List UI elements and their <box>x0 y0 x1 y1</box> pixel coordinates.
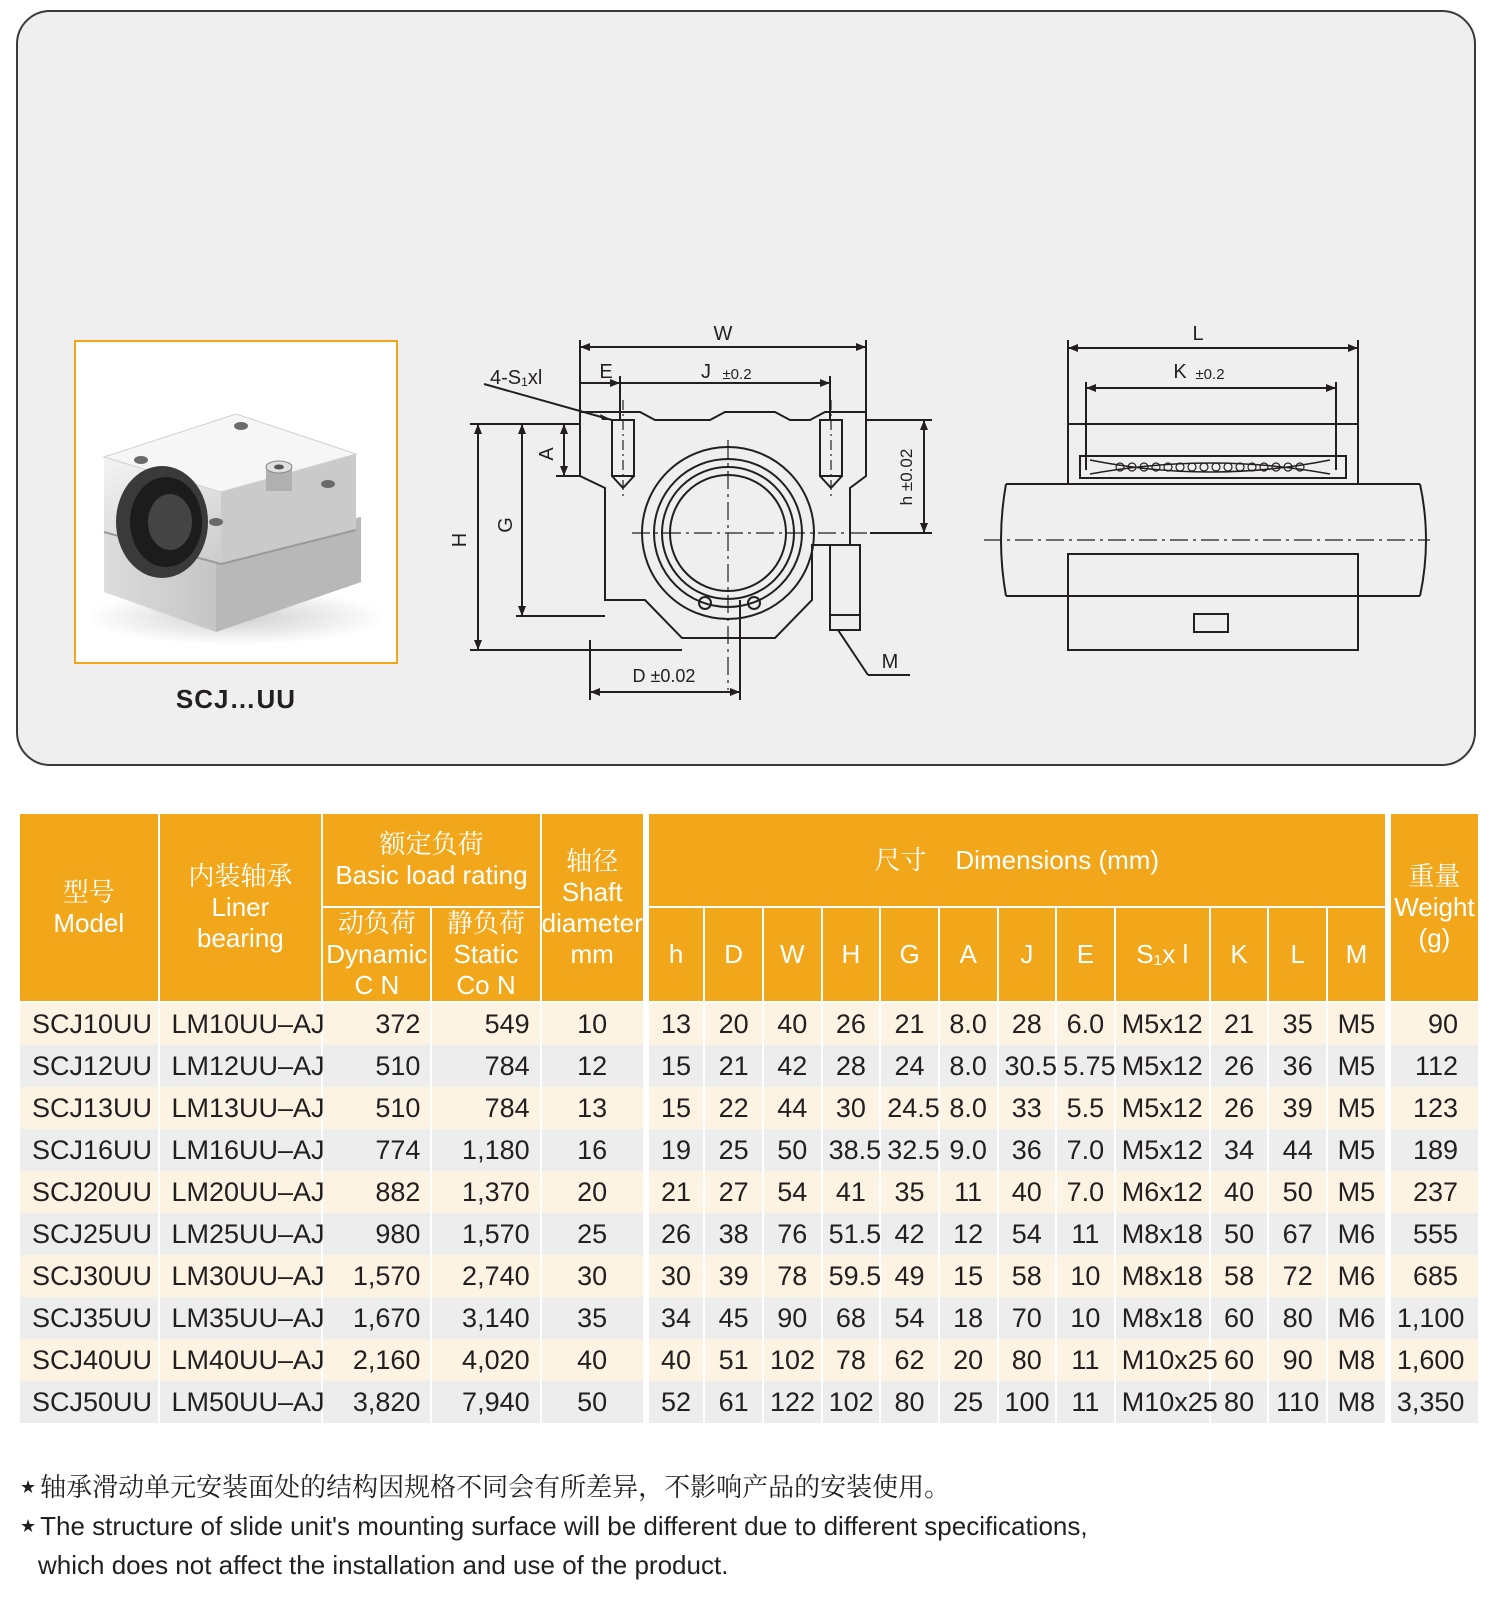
header-dim-W: W <box>763 907 822 1002</box>
cell-dim-A: 20 <box>939 1339 998 1381</box>
cell-dim-W: 90 <box>763 1297 822 1339</box>
cell-static-load: 1,370 <box>431 1171 540 1213</box>
cell-dim-S1xl: M8x18 <box>1115 1297 1210 1339</box>
cell-dim-K: 58 <box>1210 1255 1269 1297</box>
label-E: E <box>599 361 613 383</box>
cell-dim-S1xl: M8x18 <box>1115 1255 1210 1297</box>
cell-dim-W: 40 <box>763 1002 822 1045</box>
cell-dim-E: 6.0 <box>1056 1002 1115 1045</box>
cell-model: SCJ35UU <box>19 1297 159 1339</box>
cell-dim-D: 61 <box>704 1381 763 1423</box>
cell-weight: 1,100 <box>1388 1297 1479 1339</box>
header-static: 静负荷 Static Co N <box>431 907 540 1002</box>
cell-dynamic-load: 510 <box>322 1087 431 1129</box>
table-row <box>19 1087 1479 1129</box>
cell-dim-D: 25 <box>704 1129 763 1171</box>
cell-dim-A: 8.0 <box>939 1045 998 1087</box>
cell-dim-A: 15 <box>939 1255 998 1297</box>
cell-dim-K: 60 <box>1210 1339 1269 1381</box>
cell-weight: 1,600 <box>1388 1339 1479 1381</box>
table-row <box>19 1381 1479 1423</box>
label-K-tol: ±0.2 <box>1195 366 1225 383</box>
header-weight: 重量 Weight (g) <box>1388 813 1479 1002</box>
cell-dim-h: 26 <box>646 1213 705 1255</box>
header-dim-K: K <box>1210 907 1269 1002</box>
cell-dim-G: 49 <box>880 1255 939 1297</box>
cell-liner-bearing: LM25UU–AJ <box>159 1213 323 1255</box>
cell-dim-J: 40 <box>998 1171 1057 1213</box>
cell-dim-S1xl: M10x25 <box>1115 1339 1210 1381</box>
cell-dim-E: 10 <box>1056 1255 1115 1297</box>
cell-liner-bearing: LM12UU–AJ <box>159 1045 323 1087</box>
technical-drawing <box>0 0 1498 780</box>
cell-dim-J: 58 <box>998 1255 1057 1297</box>
cell-dim-J: 36 <box>998 1129 1057 1171</box>
label-G: G <box>495 517 517 533</box>
cell-dim-J: 100 <box>998 1381 1057 1423</box>
cell-static-load: 1,180 <box>431 1129 540 1171</box>
cell-model: SCJ13UU <box>19 1087 159 1129</box>
cell-dynamic-load: 2,160 <box>322 1339 431 1381</box>
cell-dim-H: 102 <box>822 1381 881 1423</box>
cell-liner-bearing: LM35UU–AJ <box>159 1297 323 1339</box>
cell-dim-h: 13 <box>646 1002 705 1045</box>
table-row <box>19 1297 1479 1339</box>
cell-dim-S1xl: M8x18 <box>1115 1213 1210 1255</box>
cell-dim-K: 60 <box>1210 1297 1269 1339</box>
cell-dynamic-load: 882 <box>322 1171 431 1213</box>
cell-dim-E: 10 <box>1056 1297 1115 1339</box>
cell-dim-H: 28 <box>822 1045 881 1087</box>
cell-liner-bearing: LM10UU–AJ <box>159 1002 323 1045</box>
cell-dim-A: 8.0 <box>939 1087 998 1129</box>
cell-dim-G: 21 <box>880 1002 939 1045</box>
header-dim-S1xl: S₁x l <box>1115 907 1210 1002</box>
star-icon: ★ <box>20 1516 37 1536</box>
header-dim-h: h <box>646 907 705 1002</box>
table-row <box>19 1045 1479 1087</box>
cell-model: SCJ50UU <box>19 1381 159 1423</box>
cell-dim-h: 40 <box>646 1339 705 1381</box>
cell-dim-H: 68 <box>822 1297 881 1339</box>
note-cn: ★ 轴承滑动单元安装面处的结构因规格不同会有所差异，不影响产品的安装使用。 <box>20 1472 951 1502</box>
cell-dim-H: 51.5 <box>822 1213 881 1255</box>
header-liner-bearing: 内装轴承 Liner bearing <box>159 813 323 1002</box>
cell-static-load: 2,740 <box>431 1255 540 1297</box>
cell-dim-M: M5 <box>1327 1129 1388 1171</box>
cell-dim-G: 80 <box>880 1381 939 1423</box>
cell-weight: 685 <box>1388 1255 1479 1297</box>
cell-shaft-diameter: 40 <box>541 1339 646 1381</box>
cell-dim-E: 11 <box>1056 1339 1115 1381</box>
cell-dim-E: 5.75 <box>1056 1045 1115 1087</box>
cell-model: SCJ10UU <box>19 1002 159 1045</box>
cell-dim-E: 7.0 <box>1056 1129 1115 1171</box>
cell-dim-E: 11 <box>1056 1213 1115 1255</box>
header-dimensions: 尺寸 Dimensions (mm) <box>646 813 1388 907</box>
cell-weight: 123 <box>1388 1087 1479 1129</box>
table-row <box>19 1339 1479 1381</box>
cell-dim-J: 33 <box>998 1087 1057 1129</box>
cell-dynamic-load: 510 <box>322 1045 431 1087</box>
cell-static-load: 784 <box>431 1045 540 1087</box>
header-dim-A: A <box>939 907 998 1002</box>
cell-dim-h: 34 <box>646 1297 705 1339</box>
cell-dim-A: 11 <box>939 1171 998 1213</box>
cell-dim-G: 24 <box>880 1045 939 1087</box>
cell-static-load: 1,570 <box>431 1213 540 1255</box>
cell-dim-D: 21 <box>704 1045 763 1087</box>
table-row <box>19 1213 1479 1255</box>
table-row <box>19 1255 1479 1297</box>
cell-dim-L: 67 <box>1268 1213 1327 1255</box>
cell-dim-M: M6 <box>1327 1255 1388 1297</box>
cell-liner-bearing: LM20UU–AJ <box>159 1171 323 1213</box>
cell-dim-H: 41 <box>822 1171 881 1213</box>
cell-dim-G: 35 <box>880 1171 939 1213</box>
cell-dim-A: 12 <box>939 1213 998 1255</box>
cell-dim-D: 39 <box>704 1255 763 1297</box>
cell-dim-L: 72 <box>1268 1255 1327 1297</box>
note-en-continued: which does not affect the installation and use of the product. <box>38 1550 729 1580</box>
cell-dim-W: 50 <box>763 1129 822 1171</box>
cell-dim-M: M6 <box>1327 1297 1388 1339</box>
note-en: ★ The structure of slide unit's mounting surface will be different due to different specifications, <box>20 1511 1088 1541</box>
product-caption: SCJ…UU <box>175 684 297 714</box>
header-model: 型号 Model <box>19 813 159 1002</box>
cell-dim-L: 80 <box>1268 1297 1327 1339</box>
cell-dim-K: 21 <box>1210 1002 1269 1045</box>
cell-dim-W: 76 <box>763 1213 822 1255</box>
cell-dim-H: 30 <box>822 1087 881 1129</box>
cell-dim-D: 51 <box>704 1339 763 1381</box>
header-dim-M: M <box>1327 907 1388 1002</box>
cell-dim-J: 54 <box>998 1213 1057 1255</box>
cell-dim-h: 15 <box>646 1045 705 1087</box>
cell-dim-H: 78 <box>822 1339 881 1381</box>
table-row <box>19 1171 1479 1213</box>
cell-dim-S1xl: M5x12 <box>1115 1087 1210 1129</box>
label-W: W <box>713 323 733 345</box>
cell-dim-J: 30.5 <box>998 1045 1057 1087</box>
cell-dim-E: 7.0 <box>1056 1171 1115 1213</box>
label-H: H <box>449 532 471 548</box>
label-M: M <box>881 651 899 673</box>
cell-dim-G: 54 <box>880 1297 939 1339</box>
cell-liner-bearing: LM40UU–AJ <box>159 1339 323 1381</box>
cell-model: SCJ12UU <box>19 1045 159 1087</box>
cell-dim-S1xl: M6x12 <box>1115 1171 1210 1213</box>
cell-dynamic-load: 1,570 <box>322 1255 431 1297</box>
cell-dim-G: 42 <box>880 1213 939 1255</box>
label-L: L <box>1192 323 1204 345</box>
cell-dim-M: M8 <box>1327 1339 1388 1381</box>
cell-dim-W: 54 <box>763 1171 822 1213</box>
label-hole: 4-S₁xl <box>490 367 543 389</box>
cell-dim-S1xl: M5x12 <box>1115 1129 1210 1171</box>
cell-dim-M: M8 <box>1327 1381 1388 1423</box>
header-dim-G: G <box>880 907 939 1002</box>
cell-liner-bearing: LM30UU–AJ <box>159 1255 323 1297</box>
table-row <box>19 1129 1479 1171</box>
cell-dim-K: 26 <box>1210 1087 1269 1129</box>
cell-dim-J: 28 <box>998 1002 1057 1045</box>
cell-dim-L: 110 <box>1268 1381 1327 1423</box>
cell-dim-L: 35 <box>1268 1002 1327 1045</box>
cell-dynamic-load: 3,820 <box>322 1381 431 1423</box>
cell-model: SCJ16UU <box>19 1129 159 1171</box>
star-icon: ★ <box>20 1477 37 1497</box>
cell-static-load: 784 <box>431 1087 540 1129</box>
cell-dim-E: 5.5 <box>1056 1087 1115 1129</box>
header-dynamic: 动负荷 Dynamic C N <box>322 907 431 1002</box>
cell-dim-K: 40 <box>1210 1171 1269 1213</box>
cell-dim-D: 27 <box>704 1171 763 1213</box>
cell-dim-K: 34 <box>1210 1129 1269 1171</box>
cell-static-load: 3,140 <box>431 1297 540 1339</box>
cell-weight: 237 <box>1388 1171 1479 1213</box>
cell-dim-M: M5 <box>1327 1045 1388 1087</box>
cell-dim-D: 20 <box>704 1002 763 1045</box>
cell-dim-E: 11 <box>1056 1381 1115 1423</box>
cell-dim-W: 44 <box>763 1087 822 1129</box>
cell-shaft-diameter: 16 <box>541 1129 646 1171</box>
cell-liner-bearing: LM13UU–AJ <box>159 1087 323 1129</box>
cell-dim-W: 42 <box>763 1045 822 1087</box>
cell-dim-h: 30 <box>646 1255 705 1297</box>
cell-model: SCJ30UU <box>19 1255 159 1297</box>
cell-dim-D: 45 <box>704 1297 763 1339</box>
cell-shaft-diameter: 30 <box>541 1255 646 1297</box>
cell-dim-M: M5 <box>1327 1171 1388 1213</box>
cell-shaft-diameter: 35 <box>541 1297 646 1339</box>
cell-dim-W: 122 <box>763 1381 822 1423</box>
cell-dim-S1xl: M10x25 <box>1115 1381 1210 1423</box>
cell-static-load: 549 <box>431 1002 540 1045</box>
cell-model: SCJ40UU <box>19 1339 159 1381</box>
cell-weight: 555 <box>1388 1213 1479 1255</box>
cell-dim-G: 32.5 <box>880 1129 939 1171</box>
cell-dim-K: 50 <box>1210 1213 1269 1255</box>
notes <box>20 1468 1460 1585</box>
cell-shaft-diameter: 13 <box>541 1087 646 1129</box>
cell-dim-G: 62 <box>880 1339 939 1381</box>
header-dim-D: D <box>704 907 763 1002</box>
header-row-1 <box>19 813 1479 907</box>
cell-dim-W: 102 <box>763 1339 822 1381</box>
cell-dim-D: 38 <box>704 1213 763 1255</box>
cell-dim-H: 38.5 <box>822 1129 881 1171</box>
header-load-rating: 额定负荷 Basic load rating <box>322 813 540 907</box>
header-dim-J: J <box>998 907 1057 1002</box>
cell-dim-L: 39 <box>1268 1087 1327 1129</box>
cell-dim-K: 26 <box>1210 1045 1269 1087</box>
cell-weight: 3,350 <box>1388 1381 1479 1423</box>
cell-liner-bearing: LM16UU–AJ <box>159 1129 323 1171</box>
table-row <box>19 1002 1479 1045</box>
label-K: K <box>1173 361 1187 383</box>
label-J-tol: ±0.2 <box>722 366 752 383</box>
cell-dim-h: 19 <box>646 1129 705 1171</box>
cell-dim-J: 70 <box>998 1297 1057 1339</box>
label-J: J <box>701 361 711 383</box>
cell-dim-L: 44 <box>1268 1129 1327 1171</box>
cell-dim-M: M6 <box>1327 1213 1388 1255</box>
cell-dim-L: 50 <box>1268 1171 1327 1213</box>
cell-dim-W: 78 <box>763 1255 822 1297</box>
spec-table-body <box>19 1002 1479 1423</box>
cell-weight: 189 <box>1388 1129 1479 1171</box>
cell-dim-h: 52 <box>646 1381 705 1423</box>
cell-dim-M: M5 <box>1327 1002 1388 1045</box>
cell-shaft-diameter: 25 <box>541 1213 646 1255</box>
cell-dim-A: 25 <box>939 1381 998 1423</box>
spec-table <box>18 812 1480 1423</box>
cell-dim-H: 26 <box>822 1002 881 1045</box>
cell-shaft-diameter: 12 <box>541 1045 646 1087</box>
cell-shaft-diameter: 20 <box>541 1171 646 1213</box>
cell-shaft-diameter: 50 <box>541 1381 646 1423</box>
cell-dim-H: 59.5 <box>822 1255 881 1297</box>
cell-shaft-diameter: 10 <box>541 1002 646 1045</box>
cell-dim-S1xl: M5x12 <box>1115 1002 1210 1045</box>
cell-static-load: 4,020 <box>431 1339 540 1381</box>
header-dim-H: H <box>822 907 881 1002</box>
cell-weight: 90 <box>1388 1002 1479 1045</box>
cell-dim-A: 9.0 <box>939 1129 998 1171</box>
cell-dim-A: 18 <box>939 1297 998 1339</box>
cell-dim-M: M5 <box>1327 1087 1388 1129</box>
cell-dynamic-load: 980 <box>322 1213 431 1255</box>
cell-dim-K: 80 <box>1210 1381 1269 1423</box>
cell-dim-D: 22 <box>704 1087 763 1129</box>
cell-dynamic-load: 1,670 <box>322 1297 431 1339</box>
cell-dim-A: 8.0 <box>939 1002 998 1045</box>
cell-model: SCJ20UU <box>19 1171 159 1213</box>
label-h-tol: h ±0.02 <box>897 448 916 506</box>
cell-dim-G: 24.5 <box>880 1087 939 1129</box>
header-shaft-diameter: 轴径 Shaft diameter mm <box>541 813 646 1002</box>
cell-static-load: 7,940 <box>431 1381 540 1423</box>
cell-dynamic-load: 372 <box>322 1002 431 1045</box>
cell-dynamic-load: 774 <box>322 1129 431 1171</box>
cell-weight: 112 <box>1388 1045 1479 1087</box>
cell-dim-L: 36 <box>1268 1045 1327 1087</box>
cell-dim-L: 90 <box>1268 1339 1327 1381</box>
cell-dim-S1xl: M5x12 <box>1115 1045 1210 1087</box>
cell-model: SCJ25UU <box>19 1213 159 1255</box>
label-A: A <box>536 447 558 461</box>
label-D-tol: D ±0.02 <box>632 666 696 686</box>
cell-dim-J: 80 <box>998 1339 1057 1381</box>
cell-dim-h: 21 <box>646 1171 705 1213</box>
header-dim-E: E <box>1056 907 1115 1002</box>
header-dim-L: L <box>1268 907 1327 1002</box>
cell-dim-h: 15 <box>646 1087 705 1129</box>
cell-liner-bearing: LM50UU–AJ <box>159 1381 323 1423</box>
